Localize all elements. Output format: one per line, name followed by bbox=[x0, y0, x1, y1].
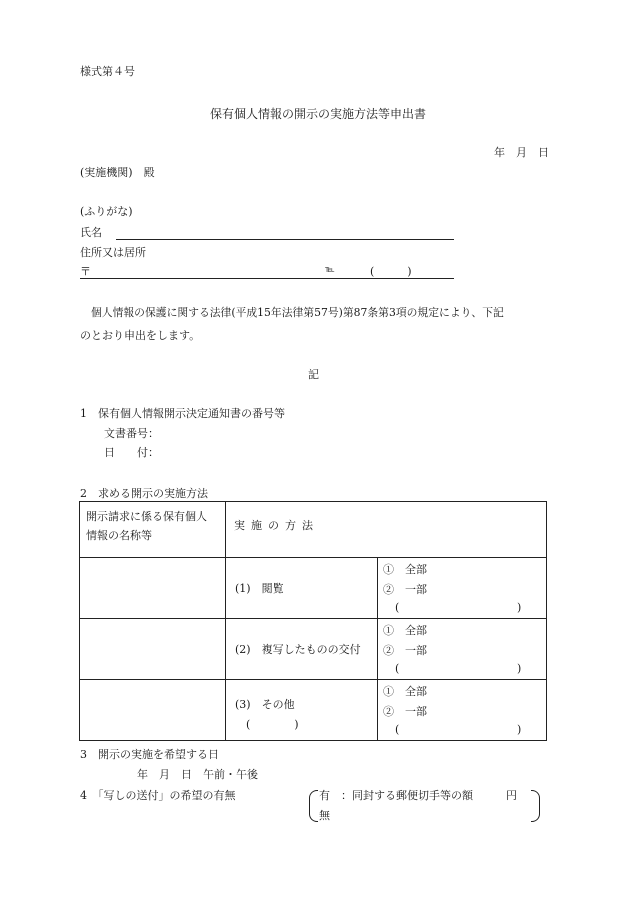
table-row bbox=[80, 680, 547, 741]
section2-heading: 2 求める開示の実施方法 bbox=[80, 487, 208, 500]
table-row bbox=[80, 558, 547, 619]
method-cell-3 bbox=[226, 680, 378, 741]
mail-copy-no[interactable]: 無 bbox=[319, 809, 330, 822]
info-name-cell-1[interactable] bbox=[80, 558, 226, 619]
header-method: 実施の方法 bbox=[226, 502, 547, 558]
info-name-cell-3[interactable] bbox=[80, 680, 226, 741]
option-all[interactable]: ① 全部 bbox=[383, 624, 427, 637]
options-cell-1[interactable] bbox=[378, 558, 547, 619]
address-label: 住所又は居所 bbox=[80, 246, 146, 259]
body-line-2: のとおり申出をします。 bbox=[80, 329, 201, 342]
name-line bbox=[116, 239, 454, 240]
option-part-detail[interactable]: ( ) bbox=[395, 723, 522, 736]
notice-date-label: 日 付： bbox=[104, 446, 159, 459]
preferred-datetime: 年 月 日 午前・午後 bbox=[137, 768, 258, 781]
form-number: 様式第４号 bbox=[80, 65, 135, 78]
options-cell-3[interactable] bbox=[378, 680, 547, 741]
mail-copy-yes[interactable]: 有 ：同封する郵便切手等の額 円 bbox=[319, 789, 517, 802]
option-all[interactable]: ① 全部 bbox=[383, 685, 427, 698]
method-label-other: (3) その他 bbox=[235, 698, 295, 711]
left-brace bbox=[309, 790, 318, 822]
option-part-detail[interactable]: ( ) bbox=[395, 662, 522, 675]
table-row bbox=[80, 619, 547, 680]
furigana-label: (ふりがな) bbox=[80, 205, 133, 218]
info-name-cell-2[interactable] bbox=[80, 619, 226, 680]
date-label: 年 月 日 bbox=[494, 146, 549, 159]
option-part[interactable]: ② 一部 bbox=[383, 644, 427, 657]
right-brace bbox=[531, 790, 540, 822]
ki-label: 記 bbox=[308, 368, 319, 381]
header-info-line2: 情報の名称等 bbox=[86, 529, 152, 542]
option-all[interactable]: ① 全部 bbox=[383, 563, 427, 576]
tel-mark: ℡ bbox=[325, 265, 335, 275]
section4-heading: 4 「写しの送付」の希望の有無 bbox=[80, 789, 236, 802]
method-label-copy: (2) 複写したものの交付 bbox=[235, 643, 361, 656]
tel-parens: ( ) bbox=[370, 265, 412, 278]
header-info-line1: 開示請求に係る保有個人 bbox=[86, 510, 207, 523]
body-line-1: 個人情報の保護に関する法律(平成15年法律第57号)第87条第3項の規定により、下記 bbox=[91, 306, 504, 319]
name-label: 氏名 bbox=[80, 226, 102, 239]
header-info-name bbox=[80, 502, 226, 558]
method-label-view: (1) 閲覧 bbox=[235, 582, 284, 595]
methods-table bbox=[79, 501, 547, 741]
option-part-detail[interactable]: ( ) bbox=[395, 601, 522, 614]
option-part[interactable]: ② 一部 bbox=[383, 583, 427, 596]
table-header-row bbox=[80, 502, 547, 558]
section1-heading: 1 保有個人情報開示決定通知書の番号等 bbox=[80, 407, 285, 420]
options-cell-2[interactable] bbox=[378, 619, 547, 680]
addressee: (実施機関) 殿 bbox=[80, 166, 155, 179]
method-other-detail[interactable]: ( ) bbox=[246, 718, 299, 731]
section3-heading: 3 開示の実施を希望する日 bbox=[80, 748, 219, 761]
postal-mark: 〒 bbox=[80, 265, 91, 278]
document-title: 保有個人情報の開示の実施方法等申出書 bbox=[210, 107, 427, 121]
method-cell-1 bbox=[226, 558, 378, 619]
address-line bbox=[80, 278, 454, 279]
option-part[interactable]: ② 一部 bbox=[383, 705, 427, 718]
doc-number-label: 文書番号： bbox=[104, 427, 159, 440]
method-cell-2 bbox=[226, 619, 378, 680]
